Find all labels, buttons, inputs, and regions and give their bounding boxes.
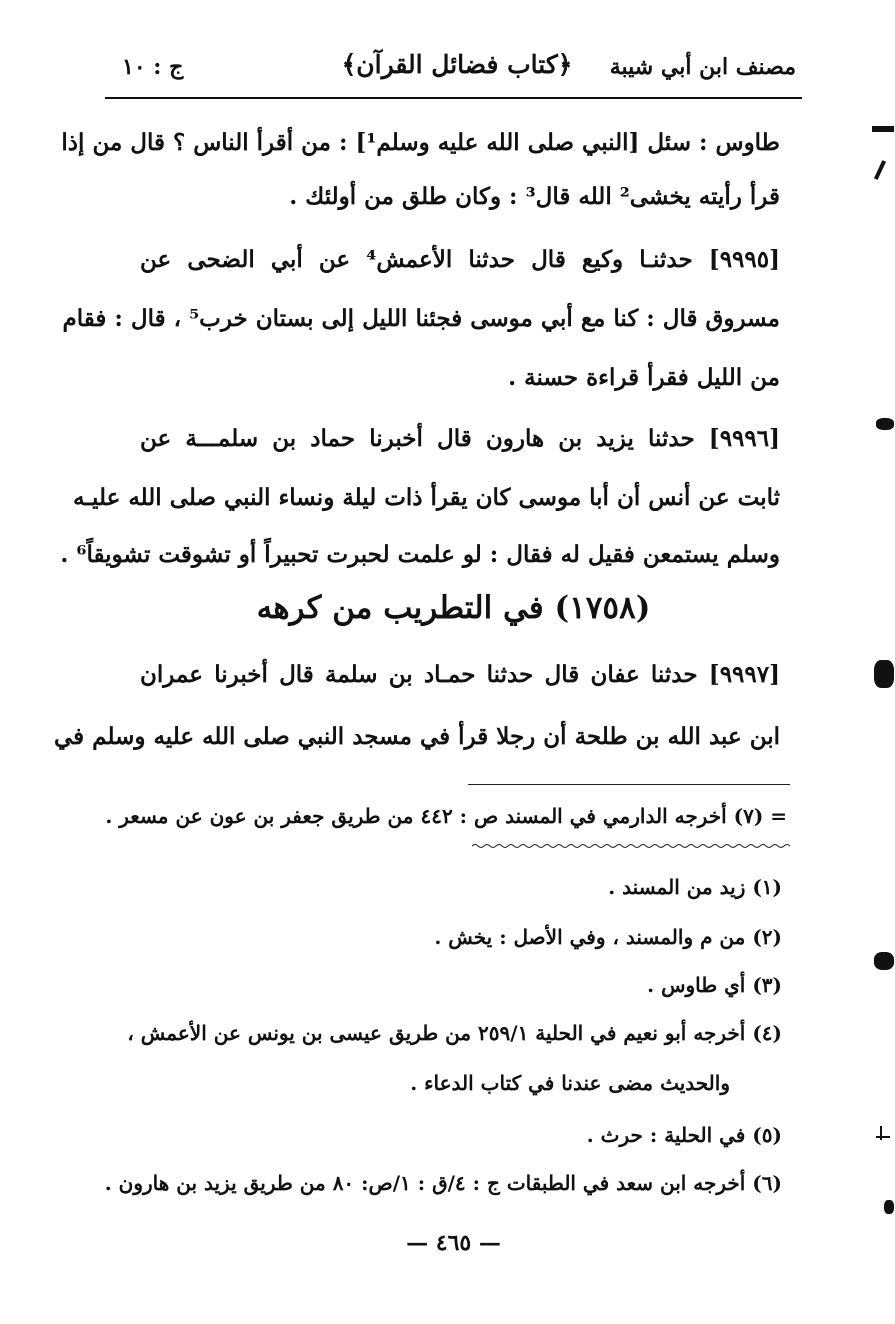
- wavy-separator: [472, 843, 790, 849]
- footnote-1: (١) زيد من المسند .: [608, 875, 782, 899]
- margin-mark: [876, 1136, 890, 1138]
- chapter-title: ﴿كتاب فضائل القرآن﴾: [341, 50, 573, 79]
- hadith-9997: [٩٩٩٧] حدثنا عفان قال حدثنا حمـاد بن سلمة قال أخبرنا عمران: [140, 661, 780, 688]
- book-title: مصنف ابن أبي شيبة: [609, 54, 796, 80]
- body-line: من الليل فقرأ قراءة حسنة .: [508, 364, 780, 391]
- body-line: ثابت عن أنس أن أبا موسى كان يقرأ ذات ليلة ونساء النبي صلى الله عليـه: [72, 484, 780, 511]
- footnote-continuation: = (٧) أخرجه الدارمي في المسند ص : ٤٤٢ من طريق جعفر بن عون عن مسعر .: [105, 804, 787, 828]
- footnote-6: (٦) أخرجه ابن سعد في الطبقات ج : ٤/ق : ١/ص: ٨٠ من طريق يزيد بن هارون .: [104, 1171, 782, 1195]
- body-line: مسروق قال : كنا مع أبي موسى فجئنا الليل إلى بستان خرب⁵ ، قال : فقام: [62, 305, 780, 332]
- margin-mark: [874, 660, 894, 688]
- footnote-4-continued: والحديث مضى عندنا في كتاب الدعاء .: [410, 1071, 730, 1095]
- hadith-9995: [٩٩٩٥] حدثنـا وكيع قال حدثنا الأعمش⁴ عن أبي الضحى عن: [140, 246, 780, 273]
- body-line: طاوس : سئل [النبي صلى الله عليه وسلم¹] : من أقرأ الناس ؟ قال من إذا: [61, 129, 780, 156]
- footnote-5: (٥) في الحلية : حرث .: [586, 1123, 782, 1147]
- margin-mark: [874, 160, 886, 180]
- volume-number: ج : ١٠: [122, 54, 184, 80]
- footnote-3: (٣) أي طاوس .: [647, 973, 782, 997]
- margin-mark: [874, 952, 894, 970]
- chapter-heading: (١٧٥٨) في التطريب من كرهه: [256, 590, 651, 626]
- margin-mark: [872, 126, 894, 132]
- body-line: ابن عبد الله بن طلحة أن رجلا قرأ في مسجد النبي صلى الله عليه وسلم في: [53, 723, 780, 750]
- hadith-9996: [٩٩٩٦] حدثنا يزيد بن هارون قال أخبرنا حماد بن سلمـــة عن: [140, 425, 780, 452]
- header-rule: [105, 97, 802, 99]
- running-header: [112, 48, 802, 94]
- footnote-rule: [468, 784, 790, 785]
- margin-mark: [884, 1200, 894, 1214]
- margin-mark: [880, 1126, 882, 1140]
- footnote-4: (٤) أخرجه أبو نعيم في الحلية ٢٥٩/١ من طريق عيسى بن يونس عن الأعمش ،: [127, 1021, 782, 1045]
- page-number: — ٤٦٥ —: [406, 1230, 501, 1256]
- margin-mark: [876, 418, 894, 430]
- body-line: قرأ رأيته يخشى² الله قال³ : وكان طلق من أولئك .: [289, 183, 780, 210]
- body-line: وسلم يستمعن فقيل له فقال : لو علمت لحبرت تحبيراً أو تشوقت تشويقاً⁶ .: [60, 541, 780, 568]
- footnote-2: (٢) من م والمسند ، وفي الأصل : يخش .: [434, 925, 782, 949]
